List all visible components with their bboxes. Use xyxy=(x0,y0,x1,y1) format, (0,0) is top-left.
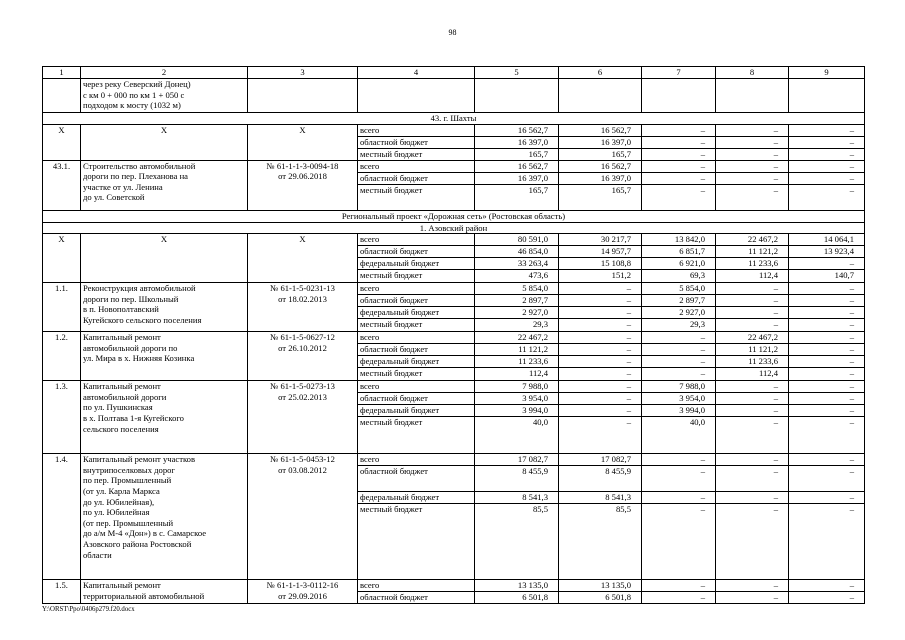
budget-value: – xyxy=(716,393,789,405)
budget-value: – xyxy=(789,136,865,148)
page-number: 98 xyxy=(448,28,457,37)
budget-value: 6 851,7 xyxy=(642,246,716,258)
budget-value: 5 854,0 xyxy=(642,283,716,295)
budget-value: 165,7 xyxy=(475,148,559,160)
budget-value: 8 541,3 xyxy=(559,492,642,504)
budget-value: 85,5 xyxy=(475,504,559,580)
budget-value: – xyxy=(789,283,865,295)
item-number: Х xyxy=(43,234,81,283)
budget-value: 140,7 xyxy=(789,270,865,283)
budget-source: местный бюджет xyxy=(358,368,475,381)
budget-source: местный бюджет xyxy=(358,319,475,332)
budget-source: всего xyxy=(358,580,475,592)
table-row xyxy=(43,381,865,393)
budget-value: 2 927,0 xyxy=(475,307,559,319)
header-cell: 9 xyxy=(789,67,865,79)
budget-value: – xyxy=(716,172,789,184)
budget-value: 165,7 xyxy=(475,184,559,210)
budget-value: – xyxy=(789,172,865,184)
item-name: Капитальный ремонт участков внутрипоселковых дорог по пер. Промышленный (от ул. Карла Маркса до ул. Юбилейная), по ул. Юбилейная (от пер. Промышленный до а/м М-4 «Дон») в с. Самарское Азовского района Ростовской области xyxy=(81,454,248,580)
budget-value: – xyxy=(559,332,642,344)
budget-value: – xyxy=(716,124,789,136)
budget-value: 13 923,4 xyxy=(789,246,865,258)
budget-value: – xyxy=(559,307,642,319)
budget-value: – xyxy=(716,417,789,454)
item-number: 1.4. xyxy=(43,454,81,580)
budget-value: – xyxy=(642,124,716,136)
budget-value: – xyxy=(716,405,789,417)
empty-cell xyxy=(475,79,559,113)
item-name: Капитальный ремонт территориальной автомобильной xyxy=(81,580,248,604)
empty-cell xyxy=(642,79,716,113)
item-document: № 61-1-5-0231-13 от 18.02.2013 xyxy=(248,283,358,332)
budget-value: – xyxy=(716,454,789,466)
item-number: 43.1. xyxy=(43,160,81,210)
budget-value: – xyxy=(642,368,716,381)
table-row xyxy=(43,79,865,113)
budget-value: 13 135,0 xyxy=(475,580,559,592)
budget-value: – xyxy=(789,393,865,405)
budget-value: 2 897,7 xyxy=(642,295,716,307)
item-document: № 61-1-1-3-0094-18 от 29.06.2018 xyxy=(248,160,358,210)
budget-source: всего xyxy=(358,283,475,295)
section-row xyxy=(43,210,865,222)
budget-value: 46 854,0 xyxy=(475,246,559,258)
item-name: Капитальный ремонт автомобильной дороги по ул. Пушкинская в х. Полтава 1-я Кугейского сельского поселения xyxy=(81,381,248,454)
header-cell: 7 xyxy=(642,67,716,79)
budget-value: – xyxy=(559,381,642,393)
table-row xyxy=(43,124,865,136)
budget-value: – xyxy=(559,368,642,381)
budget-source: всего xyxy=(358,332,475,344)
budget-value: 16 562,7 xyxy=(475,160,559,172)
empty-cell xyxy=(248,79,358,113)
budget-value: – xyxy=(789,295,865,307)
budget-source: местный бюджет xyxy=(358,184,475,210)
budget-value: 112,4 xyxy=(475,368,559,381)
budget-value: – xyxy=(789,492,865,504)
budget-value: 6 921,0 xyxy=(642,258,716,270)
budget-value: – xyxy=(716,492,789,504)
budget-value: – xyxy=(716,160,789,172)
budget-value: – xyxy=(559,405,642,417)
budget-value: – xyxy=(716,184,789,210)
item-name: Капитальный ремонт автомобильной дороги по ул. Мира в х. Нижняя Козинка xyxy=(81,332,248,381)
budget-value: – xyxy=(789,124,865,136)
budget-value: 40,0 xyxy=(642,417,716,454)
table-row xyxy=(43,234,865,246)
budget-source: федеральный бюджет xyxy=(358,405,475,417)
budget-source: областной бюджет xyxy=(358,136,475,148)
budget-value: 151,2 xyxy=(559,270,642,283)
budget-value: – xyxy=(789,417,865,454)
budget-value: 3 994,0 xyxy=(642,405,716,417)
budget-value: 11 233,6 xyxy=(716,356,789,368)
empty-cell xyxy=(716,79,789,113)
budget-value: – xyxy=(559,319,642,332)
item-document: Х xyxy=(248,124,358,160)
budget-value: 15 108,8 xyxy=(559,258,642,270)
budget-value: 11 121,2 xyxy=(716,344,789,356)
budget-value: 13 842,0 xyxy=(642,234,716,246)
budget-value: 14 957,7 xyxy=(559,246,642,258)
budget-value: 11 121,2 xyxy=(475,344,559,356)
budget-source: местный бюджет xyxy=(358,270,475,283)
budget-value: 17 082,7 xyxy=(559,454,642,466)
budget-value: – xyxy=(716,592,789,604)
header-cell: 6 xyxy=(559,67,642,79)
budget-value: – xyxy=(789,580,865,592)
item-number: 1.2. xyxy=(43,332,81,381)
budget-value: – xyxy=(642,160,716,172)
budget-value: 13 135,0 xyxy=(559,580,642,592)
budget-value: 473,6 xyxy=(475,270,559,283)
budget-value: 22 467,2 xyxy=(716,332,789,344)
budget-source: федеральный бюджет xyxy=(358,258,475,270)
budget-value: – xyxy=(716,295,789,307)
item-number: 1.3. xyxy=(43,381,81,454)
budget-value: – xyxy=(716,283,789,295)
budget-value: 16 397,0 xyxy=(475,172,559,184)
header-cell: 4 xyxy=(358,67,475,79)
header-cell: 1 xyxy=(43,67,81,79)
section-title: 1. Азовский район xyxy=(43,222,865,234)
budget-value: – xyxy=(789,405,865,417)
budget-value: – xyxy=(642,580,716,592)
budget-value: – xyxy=(789,319,865,332)
item-number: 1.1. xyxy=(43,283,81,332)
budget-value: 112,4 xyxy=(716,270,789,283)
budget-value: – xyxy=(559,393,642,405)
budget-value: – xyxy=(642,492,716,504)
budget-value: 7 988,0 xyxy=(642,381,716,393)
section-row xyxy=(43,113,865,125)
item-number xyxy=(43,79,81,113)
budget-value: – xyxy=(559,283,642,295)
budget-value: 3 954,0 xyxy=(475,393,559,405)
budget-value: – xyxy=(789,504,865,580)
budget-value: – xyxy=(716,580,789,592)
budget-value: 5 854,0 xyxy=(475,283,559,295)
budget-value: 85,5 xyxy=(559,504,642,580)
budget-source: местный бюджет xyxy=(358,504,475,580)
budget-value: – xyxy=(789,148,865,160)
budget-value: – xyxy=(642,136,716,148)
header-cell: 5 xyxy=(475,67,559,79)
header-cell: 8 xyxy=(716,67,789,79)
budget-source: федеральный бюджет xyxy=(358,492,475,504)
budget-value: 29,3 xyxy=(475,319,559,332)
budget-value: – xyxy=(559,417,642,454)
item-name: Реконструкция автомобильной дороги по пер. Школьный в п. Новополтавский Кугейского сельского поселения xyxy=(81,283,248,332)
budget-value: – xyxy=(716,319,789,332)
empty-cell xyxy=(789,79,865,113)
budget-value: – xyxy=(789,332,865,344)
budget-value: – xyxy=(642,454,716,466)
budget-value: – xyxy=(789,258,865,270)
budget-source: местный бюджет xyxy=(358,148,475,160)
budget-value: 80 591,0 xyxy=(475,234,559,246)
budget-value: – xyxy=(789,454,865,466)
budget-source: областной бюджет xyxy=(358,295,475,307)
budget-value: – xyxy=(642,172,716,184)
budget-value: – xyxy=(559,344,642,356)
item-name: через реку Северский Донец) с км 0 + 000 по км 1 + 050 с подходом к мосту (1032 м) xyxy=(81,79,248,113)
budget-value: – xyxy=(642,344,716,356)
budget-value: 30 217,7 xyxy=(559,234,642,246)
item-name: Х xyxy=(81,234,248,283)
budget-value: 16 397,0 xyxy=(475,136,559,148)
item-number: 1.5. xyxy=(43,580,81,604)
budget-value: – xyxy=(559,356,642,368)
budget-source: областной бюджет xyxy=(358,592,475,604)
item-document: № 61-1-5-0453-12 от 03.08.2012 xyxy=(248,454,358,580)
budget-source: областной бюджет xyxy=(358,172,475,184)
budget-value: 112,4 xyxy=(716,368,789,381)
budget-value: 16 397,0 xyxy=(559,172,642,184)
budget-value: 11 233,6 xyxy=(475,356,559,368)
budget-value: 2 897,7 xyxy=(475,295,559,307)
table-row xyxy=(43,332,865,344)
budget-value: 14 064,1 xyxy=(789,234,865,246)
budget-value: 16 562,7 xyxy=(559,124,642,136)
table-row xyxy=(43,160,865,172)
section-title: Региональный проект «Дорожная сеть» (Ростовская область) xyxy=(43,210,865,222)
footer-file-path: Y:\ORST\Ppo\0406p279.f20.docx xyxy=(42,606,135,613)
budget-source: всего xyxy=(358,381,475,393)
budget-value: – xyxy=(642,504,716,580)
budget-value: 22 467,2 xyxy=(716,234,789,246)
budget-value: – xyxy=(716,136,789,148)
budget-source: областной бюджет xyxy=(358,393,475,405)
budget-value: – xyxy=(716,148,789,160)
item-number: Х xyxy=(43,124,81,160)
budget-source: областной бюджет xyxy=(358,466,475,492)
budget-value: 2 927,0 xyxy=(642,307,716,319)
budget-value: – xyxy=(716,307,789,319)
budget-table xyxy=(42,66,865,604)
budget-value: 16 397,0 xyxy=(559,136,642,148)
budget-source: всего xyxy=(358,124,475,136)
budget-value: – xyxy=(789,356,865,368)
budget-value: – xyxy=(559,295,642,307)
budget-value: – xyxy=(642,148,716,160)
table-row xyxy=(43,283,865,295)
budget-value: – xyxy=(789,344,865,356)
budget-value: – xyxy=(789,381,865,393)
budget-source: всего xyxy=(358,234,475,246)
budget-value: – xyxy=(642,592,716,604)
budget-value: 17 082,7 xyxy=(475,454,559,466)
budget-value: 3 954,0 xyxy=(642,393,716,405)
budget-value: 3 994,0 xyxy=(475,405,559,417)
budget-source: федеральный бюджет xyxy=(358,307,475,319)
budget-value: 165,7 xyxy=(559,148,642,160)
budget-value: – xyxy=(642,184,716,210)
budget-value: 6 501,8 xyxy=(559,592,642,604)
item-document: № 61-1-5-0627-12 от 26.10.2012 xyxy=(248,332,358,381)
budget-value: 16 562,7 xyxy=(559,160,642,172)
budget-value: – xyxy=(789,184,865,210)
table-row xyxy=(43,580,865,592)
table-body xyxy=(43,67,865,604)
budget-value: 11 233,6 xyxy=(716,258,789,270)
budget-value: – xyxy=(789,592,865,604)
budget-value: 22 467,2 xyxy=(475,332,559,344)
budget-value: – xyxy=(716,504,789,580)
header-cell: 3 xyxy=(248,67,358,79)
budget-value: – xyxy=(642,356,716,368)
budget-value: 8 455,9 xyxy=(475,466,559,492)
item-document: Х xyxy=(248,234,358,283)
budget-value: – xyxy=(789,368,865,381)
budget-source: областной бюджет xyxy=(358,344,475,356)
table-row xyxy=(43,454,865,466)
budget-value: 7 988,0 xyxy=(475,381,559,393)
item-document: № 61-1-5-0273-13 от 25.02.2013 xyxy=(248,381,358,454)
budget-value: – xyxy=(642,332,716,344)
item-name: Строительство автомобильной дороги по пер. Плеханова на участке от ул. Ленина до ул. Советской xyxy=(81,160,248,210)
budget-source: федеральный бюджет xyxy=(358,356,475,368)
budget-value: 165,7 xyxy=(559,184,642,210)
budget-value: – xyxy=(642,466,716,492)
section-row xyxy=(43,222,865,234)
budget-value: – xyxy=(789,466,865,492)
budget-value: – xyxy=(716,381,789,393)
header-row xyxy=(43,67,865,79)
budget-source: областной бюджет xyxy=(358,246,475,258)
section-title: 43. г. Шахты xyxy=(43,113,865,125)
budget-value: 16 562,7 xyxy=(475,124,559,136)
budget-value: – xyxy=(789,307,865,319)
budget-value: – xyxy=(716,466,789,492)
empty-cell xyxy=(358,79,475,113)
budget-value: 40,0 xyxy=(475,417,559,454)
budget-value: 33 263,4 xyxy=(475,258,559,270)
budget-value: 11 121,2 xyxy=(716,246,789,258)
budget-value: 8 541,3 xyxy=(475,492,559,504)
item-document: № 61-1-1-3-0112-16 от 29.09.2016 xyxy=(248,580,358,604)
budget-value: 69,3 xyxy=(642,270,716,283)
budget-value: 29,3 xyxy=(642,319,716,332)
item-name: Х xyxy=(81,124,248,160)
budget-value: 8 455,9 xyxy=(559,466,642,492)
budget-value: – xyxy=(789,160,865,172)
budget-value: 6 501,8 xyxy=(475,592,559,604)
header-cell: 2 xyxy=(81,67,248,79)
empty-cell xyxy=(559,79,642,113)
budget-source: всего xyxy=(358,160,475,172)
budget-source: всего xyxy=(358,454,475,466)
budget-source: местный бюджет xyxy=(358,417,475,454)
